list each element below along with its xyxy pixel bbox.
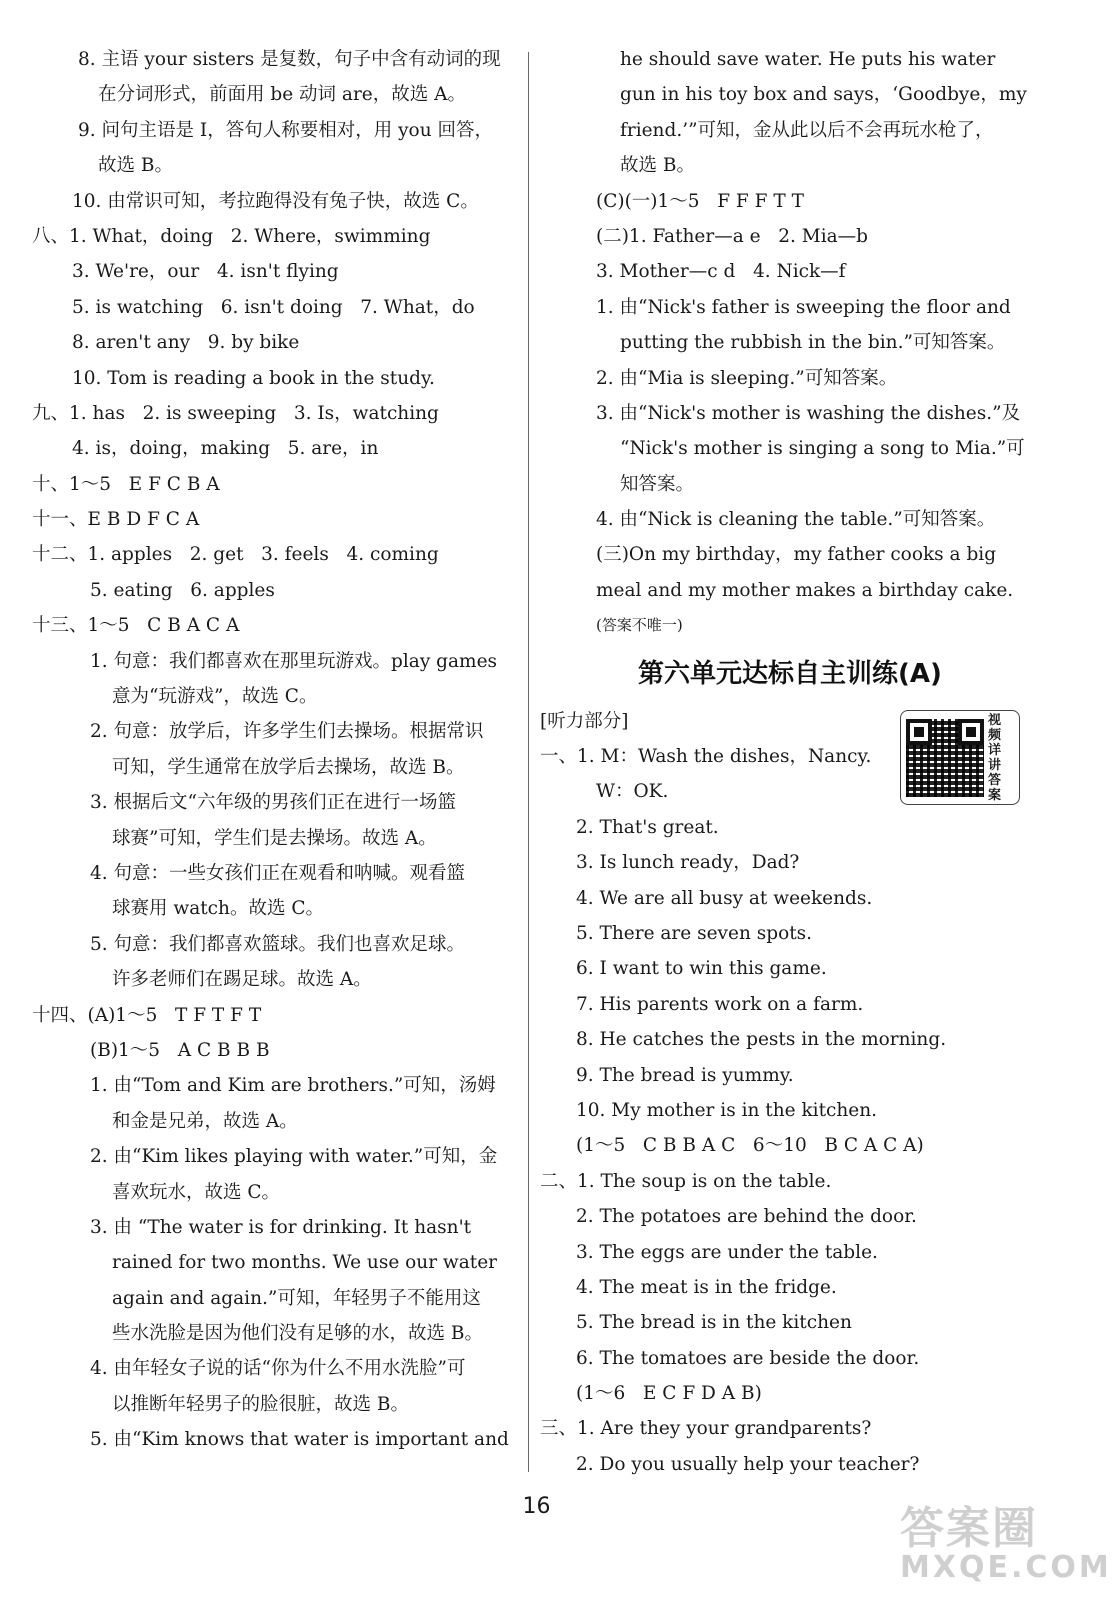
text-line <box>540 77 1040 112</box>
line-text: 5. is watching 6. isn't doing 7. What，do <box>72 296 475 318</box>
line-text: 1. 由“Tom and Kim are brothers.”可知，汤姆 <box>90 1075 496 1097</box>
line-text: 8. 主语 your sisters 是复数，句子中含有动词的现 <box>78 49 501 70</box>
line-text: 球赛”可知，学生们是去操场。故选 A。 <box>112 827 437 849</box>
line-text: W：OK. <box>596 781 669 803</box>
text-line <box>32 891 522 926</box>
text-line <box>540 987 1040 1022</box>
line-text: 4. is，doing，making 5. are，in <box>72 438 379 460</box>
line-text: 8. He catches the pests in the morning. <box>576 1029 947 1051</box>
text-line <box>32 856 522 891</box>
line-text: 5. The bread is in the kitchen <box>576 1312 852 1334</box>
text-line <box>32 148 522 183</box>
line-text: (答案不唯一) <box>596 616 683 635</box>
text-line <box>540 325 1040 360</box>
line-text: 9. 问句主语是 I，答句人称要相对，用 you 回答， <box>78 119 493 141</box>
line-text: 5. There are seven spots. <box>576 922 813 944</box>
text-line <box>540 396 1040 431</box>
text-line <box>32 325 522 360</box>
qr-code-icon[interactable] <box>906 719 984 797</box>
text-line <box>32 1068 522 1103</box>
line-text: 十、1～5 E F C B A <box>32 473 220 495</box>
text-line <box>540 290 1040 325</box>
text-line <box>32 431 522 466</box>
line-text: 球赛用 watch。故选 C。 <box>112 898 324 920</box>
line-text: 3. 根据后文“六年级的男孩们正在进行一场篮 <box>90 792 456 814</box>
text-line <box>32 1139 522 1174</box>
line-text: 3. The eggs are under the table. <box>576 1241 878 1263</box>
line-text: 5. 句意：我们都喜欢篮球。我们也喜欢足球。 <box>90 933 466 955</box>
line-text: 8. aren't any 9. by bike <box>72 332 300 354</box>
text-line <box>540 573 1040 608</box>
line-text: 十四、(A)1～5 T F T F T <box>32 1004 262 1026</box>
line-text: 八、1. What，doing 2. Where，swimming <box>32 225 431 247</box>
line-text: 4. 句意：一些女孩们正在观看和呐喊。观看篮 <box>90 862 466 884</box>
text-line <box>32 785 522 820</box>
text-line <box>32 1210 522 1245</box>
text-line <box>32 1104 522 1139</box>
text-line <box>540 1376 1040 1411</box>
text-line <box>32 1033 522 1068</box>
line-text: 可知，学生通常在放学后去操场，故选 B。 <box>112 756 465 778</box>
line-text: 故选 B。 <box>98 155 173 177</box>
line-text: 6. The tomatoes are beside the door. <box>576 1347 920 1369</box>
text-line <box>32 573 522 608</box>
text-line <box>32 1245 522 1280</box>
right-bottom-block <box>540 704 1040 1483</box>
watermark-top: 答案圈 <box>900 1503 1038 1554</box>
text-line <box>540 254 1040 289</box>
text-line <box>540 608 1040 643</box>
line-text: 许多老师们在踢足球。故选 A。 <box>112 969 372 991</box>
line-text: 二、1. The soup is on the table. <box>540 1170 832 1192</box>
text-line <box>540 881 1040 916</box>
line-text: 2. 句意：放学后，许多学生们去操场。根据常识 <box>90 721 484 743</box>
text-line <box>32 290 522 325</box>
line-text: he should save water. He puts his water <box>620 49 996 70</box>
text-line <box>540 1093 1040 1128</box>
text-line <box>32 361 522 396</box>
text-line <box>540 1199 1040 1234</box>
text-line <box>540 1305 1040 1340</box>
text-line <box>540 1022 1040 1057</box>
line-text: 2. 由“Mia is sleeping.”可知答案。 <box>596 367 898 389</box>
line-text: 10. Tom is reading a book in the study. <box>72 367 435 389</box>
text-line <box>540 184 1040 219</box>
text-line <box>540 502 1040 537</box>
line-text: 2. The potatoes are behind the door. <box>576 1206 917 1228</box>
text-line <box>540 951 1040 986</box>
text-line <box>32 77 522 112</box>
text-line <box>540 219 1040 254</box>
text-line <box>540 148 1040 183</box>
line-text: 4. The meat is in the fridge. <box>576 1276 837 1298</box>
line-text: rained for two months. We use our water <box>112 1252 498 1274</box>
line-text: 10. My mother is in the kitchen. <box>576 1099 878 1121</box>
text-line <box>540 113 1040 148</box>
text-line <box>540 1270 1040 1305</box>
line-text: 2. 由“Kim likes playing with water.”可知，金 <box>90 1146 498 1168</box>
line-text: putting the rubbish in the bin.”可知答案。 <box>620 332 1006 354</box>
text-line <box>540 431 1040 466</box>
line-text: 2. Do you usually help your teacher? <box>576 1453 920 1475</box>
text-line <box>540 1411 1040 1446</box>
text-line <box>32 750 522 785</box>
line-text: 以推断年轻男子的脸很脏，故选 B。 <box>112 1393 409 1415</box>
text-line <box>32 502 522 537</box>
line-text: 九、1. has 2. is sweeping 3. Is，watching <box>32 402 439 424</box>
text-line <box>540 916 1040 951</box>
line-text: (1～6 E C F D A B) <box>576 1383 762 1405</box>
text-line <box>32 184 522 219</box>
text-line <box>32 219 522 254</box>
line-text: (1～5 C B B A C 6～10 B C A C A) <box>576 1135 924 1157</box>
text-line <box>32 396 522 431</box>
line-text: 3. 由“Nick's mother is washing the dishes.”及 <box>596 402 1021 424</box>
section-title: 第六单元达标自主训练(A) <box>638 658 942 689</box>
text-line <box>32 998 522 1033</box>
line-text: [听力部分] <box>540 710 629 732</box>
line-text: 十二、1. apples 2. get 3. feels 4. coming <box>32 544 439 566</box>
text-line <box>32 679 522 714</box>
line-text: 4. 由“Nick is cleaning the table.”可知答案。 <box>596 509 996 531</box>
line-text: 些水洗脸是因为他们没有足够的水，故选 B。 <box>112 1323 483 1345</box>
line-text: 5. eating 6. apples <box>90 579 275 601</box>
text-line <box>540 845 1040 880</box>
line-text: 2. That's great. <box>576 816 719 838</box>
line-text: 3. Mother—c d 4. Nick—f <box>596 261 846 283</box>
qr-code-box[interactable] <box>900 710 1020 805</box>
text-line <box>540 1164 1040 1199</box>
line-text: 三、1. Are they your grandparents? <box>540 1418 872 1440</box>
text-line <box>540 42 1040 77</box>
text-line <box>32 608 522 643</box>
line-text: 意为“玩游戏”，故选 C。 <box>112 686 318 708</box>
line-text: again and again.”可知，年轻男子不能用这 <box>112 1287 481 1309</box>
line-text: (C)(一)1～5 F F F T T <box>596 190 804 212</box>
text-line <box>32 1281 522 1316</box>
line-text: (B)1～5 A C B B B <box>90 1039 270 1061</box>
line-text: meal and my mother makes a birthday cake. <box>596 579 1014 601</box>
line-text: 4. We are all busy at weekends. <box>576 887 873 909</box>
text-line <box>32 1387 522 1422</box>
line-text: 十一、E B D F C A <box>32 509 200 531</box>
qr-label: 视频详讲答案 <box>988 712 1002 803</box>
line-text: 1. 由“Nick's father is sweeping the floor and <box>596 296 1011 318</box>
text-line <box>32 821 522 856</box>
page-number: 16 <box>522 1494 551 1519</box>
line-text: 3. We're，our 4. isn't flying <box>72 261 339 283</box>
line-text: (三)On my birthday，my father cooks a big <box>596 544 997 566</box>
line-text: 一、1. M：Wash the dishes，Nancy. <box>540 746 872 768</box>
line-text: 在分词形式，前面用 be 动词 are，故选 A。 <box>98 84 466 106</box>
line-text: gun in his toy box and says，‘Goodbye，my <box>620 84 1027 106</box>
text-line <box>540 1447 1040 1482</box>
line-text: 9. The bread is yummy. <box>576 1064 794 1086</box>
line-text: friend.’”可知，金从此以后不会再玩水枪了， <box>620 119 994 141</box>
line-text: 3. Is lunch ready，Dad? <box>576 852 800 874</box>
line-text: 6. I want to win this game. <box>576 958 827 980</box>
text-line <box>540 537 1040 572</box>
text-line <box>32 962 522 997</box>
text-line <box>32 537 522 572</box>
text-line <box>540 1235 1040 1270</box>
text-line <box>32 1351 522 1386</box>
text-line <box>32 42 522 77</box>
right-top-block <box>540 42 1040 644</box>
line-text: 1. 句意：我们都喜欢在那里玩游戏。play games <box>90 650 498 672</box>
text-line <box>540 467 1040 502</box>
line-text: 5. 由“Kim knows that water is important and <box>90 1429 509 1451</box>
text-line <box>32 1316 522 1351</box>
line-text: 3. 由 “The water is for drinking. It hasn't <box>90 1216 472 1238</box>
line-text: 10. 由常识可知，考拉跑得没有兔子快，故选 C。 <box>72 190 479 212</box>
text-line <box>540 1058 1040 1093</box>
text-line <box>540 1128 1040 1163</box>
line-text: 4. 由年轻女子说的话“你为什么不用水洗脸”可 <box>90 1358 466 1380</box>
line-text: 和金是兄弟，故选 A。 <box>112 1110 298 1132</box>
line-text: “Nick's mother is singing a song to Mia.”可 <box>620 438 1025 460</box>
text-line <box>32 927 522 962</box>
column-divider <box>528 52 529 1472</box>
line-text: 故选 B。 <box>620 155 695 177</box>
text-line <box>540 1341 1040 1376</box>
text-line <box>32 1422 522 1457</box>
left-column <box>32 42 522 1458</box>
line-text: 喜欢玩水，故选 C。 <box>112 1181 281 1203</box>
line-text: 十三、1～5 C B A C A <box>32 615 240 637</box>
text-line <box>32 714 522 749</box>
text-line <box>32 254 522 289</box>
watermark-logo <box>900 1492 1112 1592</box>
line-text: (二)1. Father—a e 2. Mia—b <box>596 225 868 247</box>
text-line <box>540 810 1040 845</box>
text-line <box>32 644 522 679</box>
text-line <box>32 467 522 502</box>
line-text: 7. His parents work on a farm. <box>576 993 864 1015</box>
text-line <box>540 361 1040 396</box>
watermark-bottom: MXQE.COM <box>900 1550 1112 1585</box>
line-text: 知答案。 <box>620 473 695 495</box>
text-line <box>32 113 522 148</box>
text-line <box>32 1175 522 1210</box>
